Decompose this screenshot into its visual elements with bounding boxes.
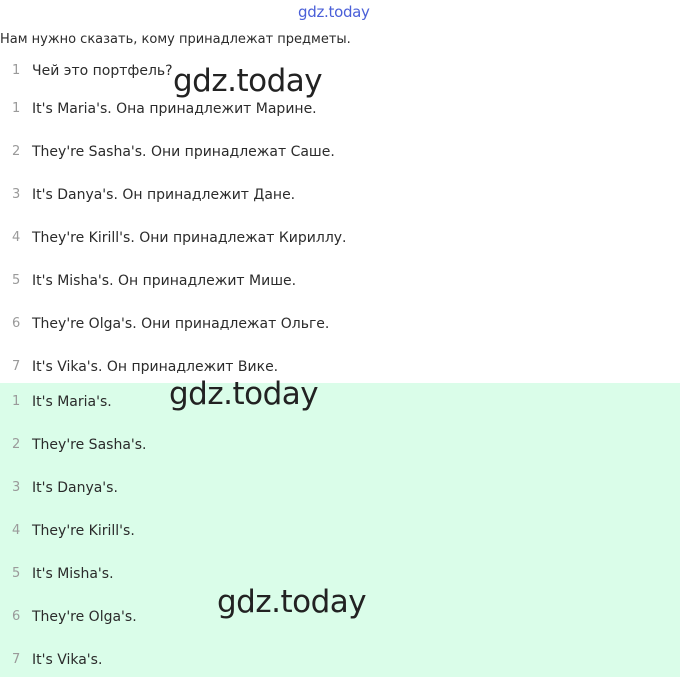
watermark: gdz.today (217, 584, 367, 620)
answer-text: They're Olga's. (32, 609, 137, 625)
translation-row (0, 183, 680, 207)
line-number: 7 (12, 652, 21, 667)
answer-text: They're Kirill's. (32, 523, 135, 539)
answer-row (0, 519, 680, 543)
answer-row (0, 390, 680, 414)
answer-text: They're Sasha's. (32, 437, 147, 453)
answer-row (0, 476, 680, 500)
line-number: 2 (12, 144, 21, 159)
line-number: 1 (12, 394, 21, 409)
translation-text: They're Sasha's. Они принадлежат Саше. (32, 144, 335, 160)
watermark: gdz.today (169, 376, 319, 412)
line-number: 5 (12, 566, 21, 581)
line-number: 4 (12, 230, 21, 245)
translation-row (0, 226, 680, 250)
translation-text: It's Vika's. Он принадлежит Вике. (32, 359, 279, 375)
translation-text: It's Maria's. Она принадлежит Марине. (32, 101, 317, 117)
answer-text: It's Vika's. (32, 652, 103, 668)
line-number: 7 (12, 359, 21, 374)
answer-text: It's Misha's. (32, 566, 114, 582)
line-number: 3 (12, 480, 21, 495)
line-number: 4 (12, 523, 21, 538)
answer-row (0, 648, 680, 672)
intro-text: Нам нужно сказать, кому принадлежат предметы. (0, 32, 351, 47)
answer-text: It's Maria's. (32, 394, 112, 410)
line-number: 1 (12, 101, 21, 116)
translation-row (0, 355, 680, 379)
answer-text: It's Danya's. (32, 480, 118, 496)
line-number: 5 (12, 273, 21, 288)
translation-row (0, 140, 680, 164)
translation-text: It's Danya's. Он принадлежит Дане. (32, 187, 296, 203)
line-number: 2 (12, 437, 21, 452)
translation-row (0, 97, 680, 121)
translation-row (0, 269, 680, 293)
answer-row (0, 562, 680, 586)
site-logo[interactable]: gdz.today (298, 3, 370, 21)
line-number: 6 (12, 609, 21, 624)
question-number: 1 (12, 63, 21, 78)
line-number: 6 (12, 316, 21, 331)
line-number: 3 (12, 187, 21, 202)
translation-text: They're Olga's. Они принадлежат Ольге. (32, 316, 330, 332)
watermark: gdz.today (173, 63, 323, 99)
question-text: Чей это портфель? (32, 63, 173, 79)
translation-text: They're Kirill's. Они принадлежат Кириллу. (32, 230, 347, 246)
translation-row (0, 312, 680, 336)
translation-text: It's Misha's. Он принадлежит Мише. (32, 273, 297, 289)
question-row (0, 59, 680, 83)
answer-row (0, 433, 680, 457)
